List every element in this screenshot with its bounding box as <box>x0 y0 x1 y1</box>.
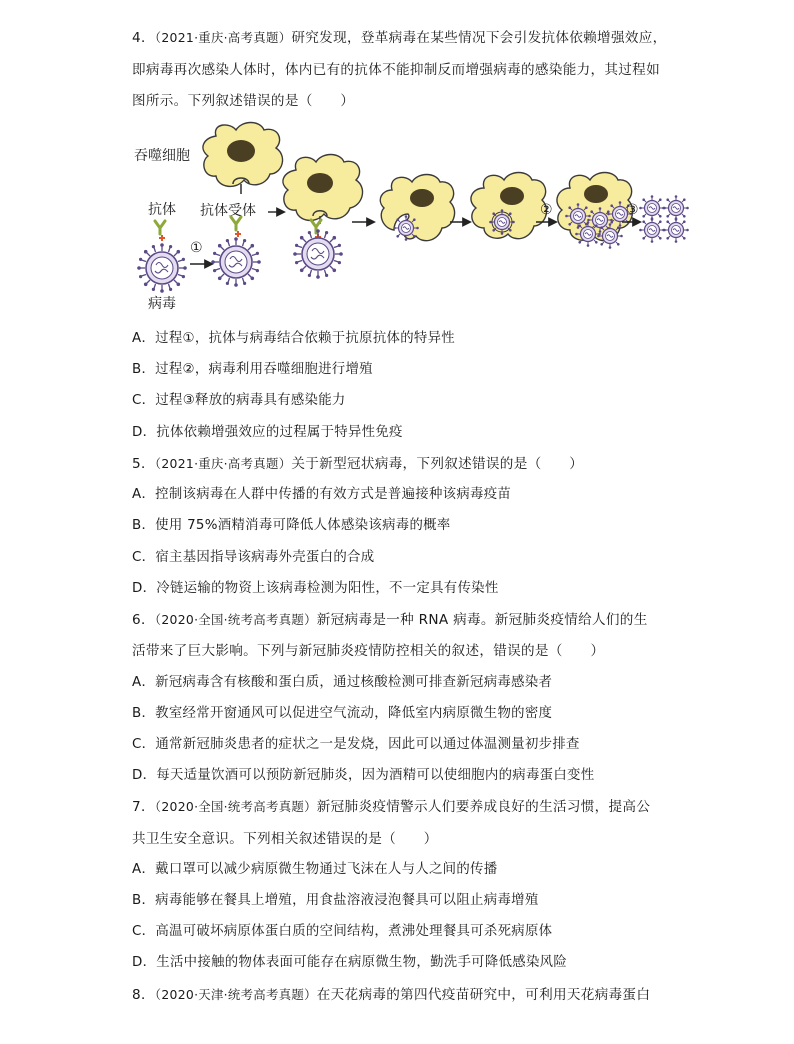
q4-line-2: 即病毒再次感染人体时，体内已有的抗体不能抑制反而增强病毒的感染能力，其过程如 <box>132 62 660 78</box>
q5-line-1 <box>132 454 583 474</box>
q7-option-c: C．高温可破坏病原体蛋白质的空间结构，煮沸处理餐具可杀死病原体 <box>132 924 553 939</box>
q7-option-d: D．生活中接触的物体表面可能存在病原微生物，勤洗手可降低感染风险 <box>132 955 568 970</box>
q5-number: 5． <box>132 456 155 472</box>
q5-option-c: C．宿主基因指导该病毒外壳蛋白的合成 <box>132 550 375 565</box>
q8-line-1 <box>132 985 650 1005</box>
virus-icon <box>663 195 689 221</box>
q7-number: 7． <box>132 799 155 815</box>
q7-option-b: B．病毒能够在餐具上增殖，用食盐溶液浸泡餐具可以阻止病毒增殖 <box>132 893 539 908</box>
virus-icon <box>393 215 419 241</box>
q5-source: （2021·重庆·高考真题） <box>154 456 292 471</box>
q8-source: （2020·天津·统考高考真题） <box>154 987 317 1002</box>
q7-source: （2020·全国·统考高考真题） <box>154 799 317 814</box>
q6-line-1 <box>132 610 648 630</box>
phagocyte-cell-3 <box>380 175 454 241</box>
q5-stem: 关于新型冠状病毒，下列叙述错误的是（ ） <box>291 456 584 472</box>
q4-source: （2021·重庆·高考真题） <box>154 30 292 45</box>
virus-icon <box>597 223 623 249</box>
antibody-icon <box>155 221 165 241</box>
virus-icon <box>489 209 515 235</box>
label-virus: 病毒 <box>148 296 176 312</box>
q4-line-1 <box>132 28 667 48</box>
q7-option-a: A．戴口罩可以减少病原微生物通过飞沫在人与人之间的传播 <box>132 862 498 877</box>
q4-stem-1: 研究发现，登革病毒在某些情况下会引发抗体依赖增强效应， <box>291 30 667 46</box>
q4-option-a: A．过程①，抗体与病毒结合依赖于抗原抗体的特异性 <box>132 331 455 346</box>
ade-process-figure <box>132 118 692 314</box>
q5-option-b: B．使用 75%酒精消毒可降低人体感染该病毒的概率 <box>132 518 451 533</box>
virus-icon <box>293 229 343 279</box>
q4-number: 4． <box>132 30 155 46</box>
q7-line-1 <box>132 797 650 817</box>
q4-option-d: D．抗体依赖增强效应的过程属于特异性免疫 <box>132 425 403 440</box>
q6-source: （2020·全国·统考高考真题） <box>154 612 317 627</box>
virus-icon <box>639 217 665 243</box>
q6-number: 6． <box>132 612 155 628</box>
virus-icon <box>639 195 665 221</box>
step-2-marker: ② <box>540 202 553 218</box>
label-phagocyte: 吞噬细胞 <box>134 148 190 164</box>
q6-option-a: A．新冠病毒含有核酸和蛋白质，通过核酸检测可排查新冠病毒感染者 <box>132 675 553 690</box>
q6-option-d: D．每天适量饮酒可以预防新冠肺炎，因为酒精可以使细胞内的病毒蛋白变性 <box>132 768 595 783</box>
q6-option-c: C．通常新冠肺炎患者的症状之一是发烧，因此可以通过体温测量初步排查 <box>132 737 580 752</box>
label-antibody-receptor: 抗体受体 <box>200 203 256 219</box>
q7-stem-1: 新冠肺炎疫情警示人们要养成良好的生活习惯，提高公 <box>316 799 651 815</box>
q6-line-2: 活带来了巨大影响。下列与新冠肺炎疫情防控相关的叙述，错误的是（ ） <box>132 643 605 659</box>
q4-option-c: C．过程③释放的病毒具有感染能力 <box>132 393 346 408</box>
q6-option-b: B．教室经常开窗通风可以促进空气流动，降低室内病原微生物的密度 <box>132 706 553 721</box>
label-antibody: 抗体 <box>148 202 176 218</box>
step-1-marker: ① <box>190 240 203 256</box>
phagocyte-cell-1 <box>203 123 283 195</box>
q4-option-b: B．过程②，病毒利用吞噬细胞进行增殖 <box>132 362 373 377</box>
phagocyte-cell-2 <box>283 155 363 225</box>
virus-icon <box>575 221 601 247</box>
virus-icon <box>565 203 591 229</box>
step-3-marker: ③ <box>626 202 639 218</box>
q8-stem-1: 在天花病毒的第四代疫苗研究中，可利用天花病毒蛋白 <box>316 987 651 1003</box>
virus-icon <box>663 217 689 243</box>
q6-stem-1: 新冠病毒是一种 RNA 病毒。新冠肺炎疫情给人们的生 <box>316 612 648 628</box>
virus-icon <box>137 243 187 293</box>
q8-number: 8． <box>132 987 155 1003</box>
q5-option-a: A．控制该病毒在人群中传播的有效方式是普遍接种该病毒疫苗 <box>132 487 512 502</box>
q5-option-d: D．冷链运输的物资上该病毒检测为阳性，不一定具有传染性 <box>132 581 499 596</box>
virus-antibody-complex-icon <box>211 237 261 287</box>
antibody-icon <box>231 217 241 237</box>
antibody-icon <box>311 220 321 240</box>
q4-line-3: 图所示。下列叙述错误的是（ ） <box>132 93 355 109</box>
q7-line-2: 共卫生安全意识。下列相关叙述错误的是（ ） <box>132 831 438 847</box>
